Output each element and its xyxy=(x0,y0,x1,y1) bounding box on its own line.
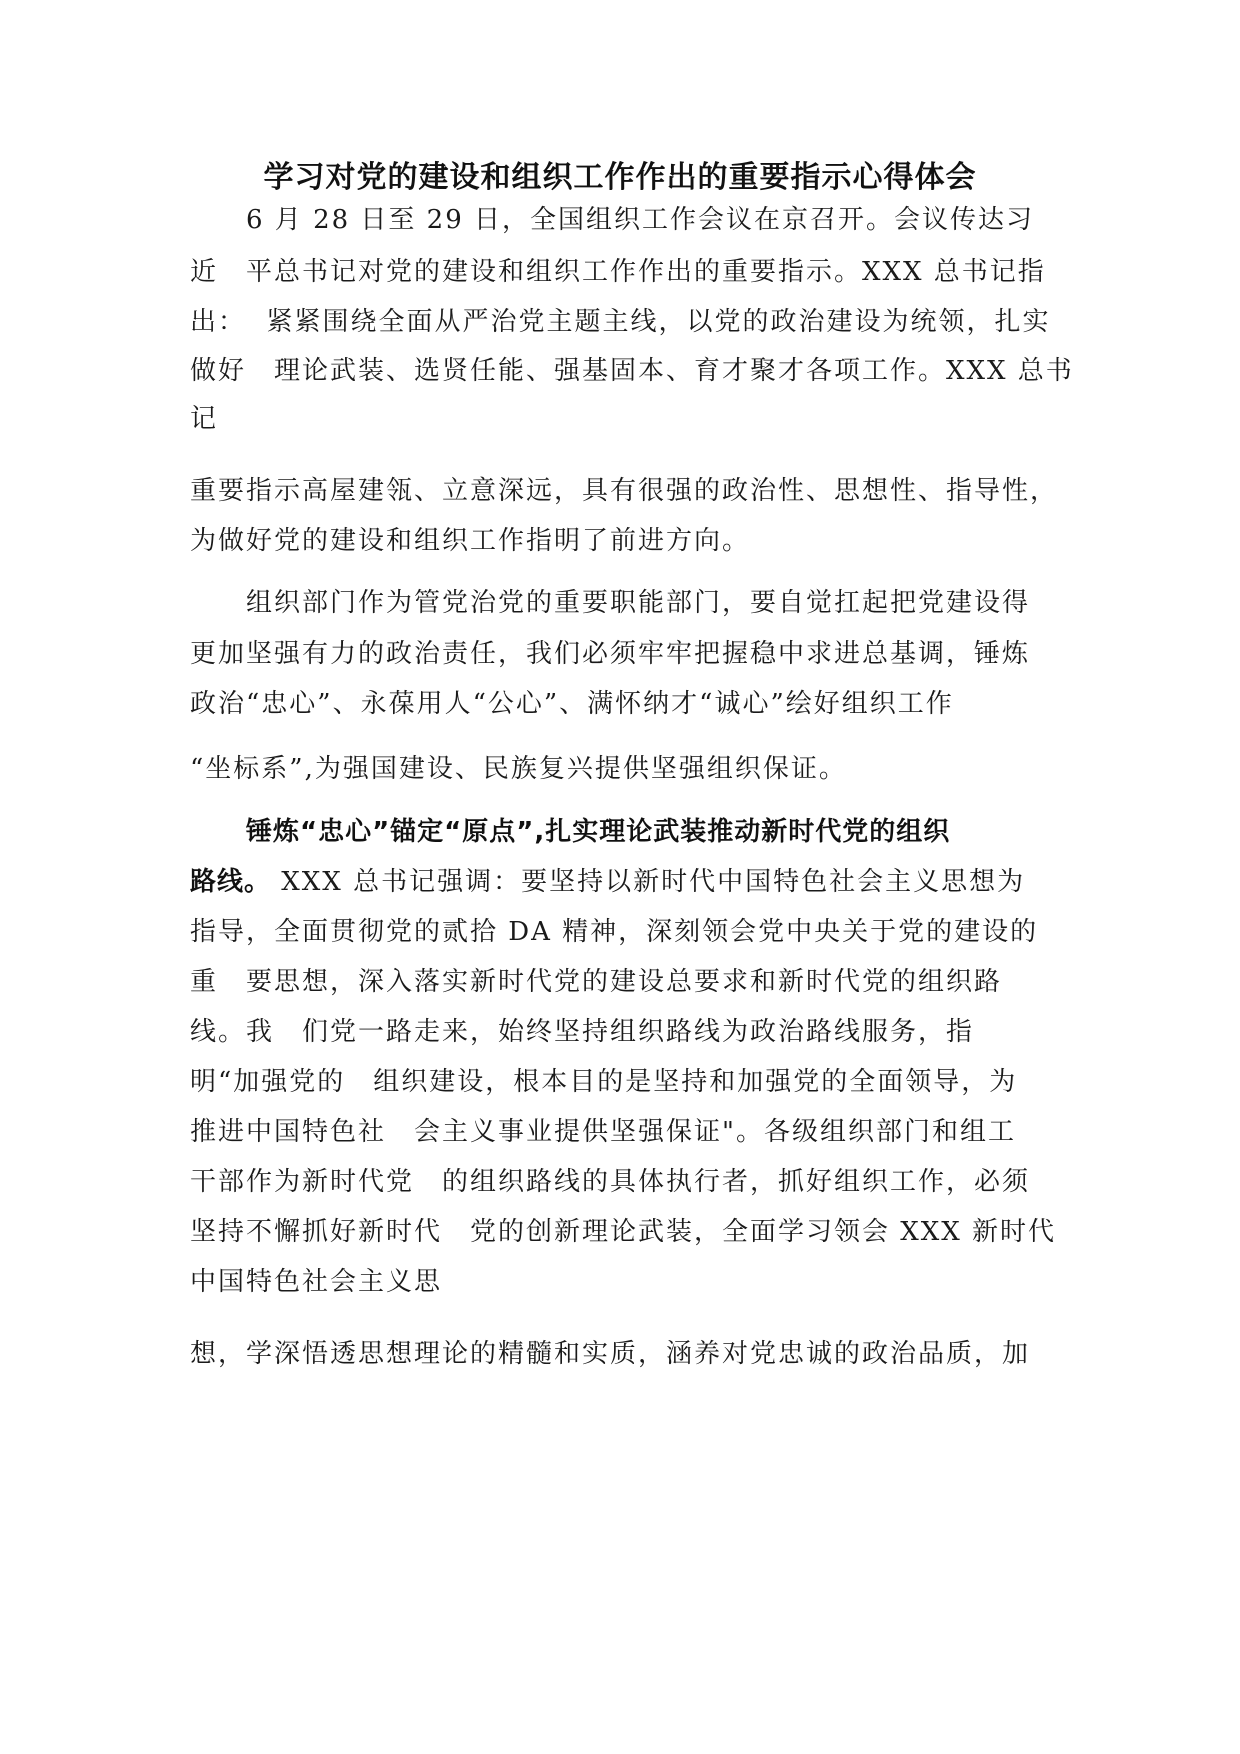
paragraph-line: 推进中国特色社 会主义事业提供坚强保证"。各级组织部门和组工 xyxy=(190,1117,1016,1147)
paragraph-line: 重要指示高屋建瓴、立意深远，具有很强的政治性、思想性、指导性， xyxy=(190,476,1059,506)
paragraph-line: 为做好党的建设和组织工作指明了前进方向。 xyxy=(190,526,751,556)
paragraph-line: 明“加强党的 组织建设，根本目的是坚持和加强党的全面领导，为 xyxy=(190,1067,1018,1097)
paragraph-line: 中国特色社会主义思 xyxy=(190,1267,443,1297)
paragraph-line: 重 要思想，深入落实新时代党的建设总要求和新时代党的组织路 xyxy=(190,967,1003,997)
paragraph-line: 6 月 28 日至 29 日，全国组织工作会议在京召开。会议传达习 xyxy=(246,205,1035,235)
paragraph-line: 政治“忠心”、永葆用人“公心”、满怀纳才“诚心”绘好组织工作 xyxy=(190,689,954,719)
paragraph-line: 组织部门作为管党治党的重要职能部门，要自觉扛起把党建设得 xyxy=(246,588,1031,618)
section-heading: 锤炼“忠心”锚定“原点”,扎实理论武装推动新时代党的组织 xyxy=(246,817,951,847)
paragraph-line: 近 平总书记对党的建设和组织工作作出的重要指示。XXX 总书记指 xyxy=(190,257,1046,287)
paragraph-line: 坚持不懈抓好新时代 党的创新理论武装，全面学习领会 XXX 新时代 xyxy=(190,1217,1057,1247)
paragraph-line: 记 xyxy=(190,404,219,434)
paragraph-line xyxy=(190,862,1070,902)
paragraph-line: 想，学深悟透思想理论的精髓和实质，涵养对党忠诚的政治品质，加 xyxy=(190,1339,1031,1369)
section-heading-end: 路线。 xyxy=(190,867,272,897)
paragraph-line: 干部作为新时代党 的组织路线的具体执行者，抓好组织工作，必须 xyxy=(190,1167,1031,1197)
paragraph-line: 出： 紧紧围绕全面从严治党主题主线，以党的政治建设为统领，扎实 xyxy=(190,307,1051,337)
paragraph-line: 做好 理论武装、选贤任能、强基固本、育才聚才各项工作。XXX 总书 xyxy=(190,356,1074,386)
paragraph-text: XXX 总书记强调：要坚持以新时代中国特色社会主义思想为 xyxy=(271,867,1026,897)
paragraph-line: 更加坚强有力的政治责任，我们必须牢牢把握稳中求进总基调，锤炼 xyxy=(190,639,1031,669)
paragraph-line: 指导，全面贯彻党的贰拾 DA 精神，深刻领会党中央关于党的建设的 xyxy=(190,917,1039,947)
paragraph-line: “坐标系”,为强国建设、民族复兴提供坚强组织保证。 xyxy=(190,754,847,784)
paragraph-line: 线。我 们党一路走来，始终坚持组织路线为政治路线服务，指 xyxy=(190,1017,975,1047)
document-title: 学习对党的建设和组织工作作出的重要指示心得体会 xyxy=(263,160,977,195)
